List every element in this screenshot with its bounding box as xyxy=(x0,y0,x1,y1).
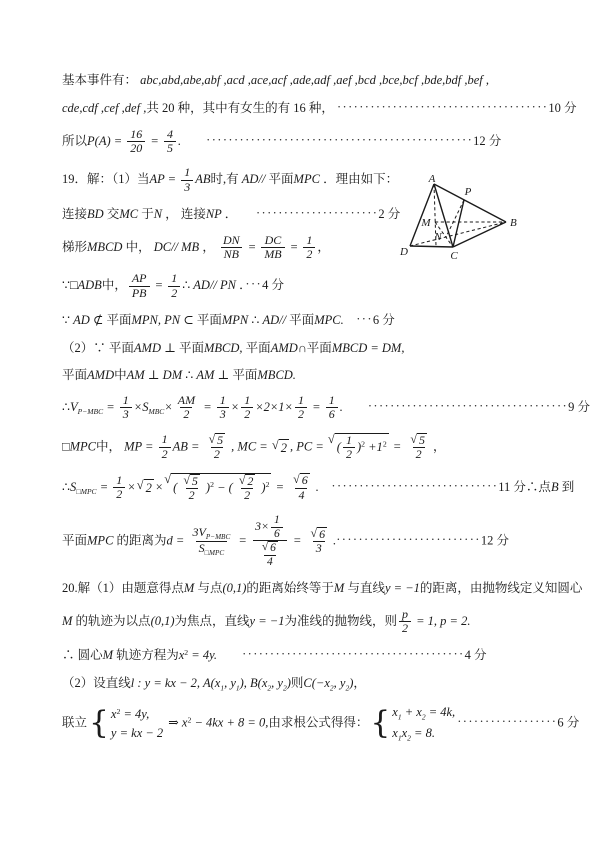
edge-PC xyxy=(453,200,464,247)
dot-leader: ···································· xyxy=(367,398,569,413)
radical: √ 2 xyxy=(136,478,152,496)
fraction: $\frac{1}{2}$ xyxy=(159,433,171,461)
vertex-label-D: D xyxy=(400,246,408,258)
line-probability: 所以P(A) = $\frac{16}{20}$ = $\frac{4}{5}$ . ················································12 分 xyxy=(62,126,502,155)
fraction: √ 6 4 xyxy=(293,472,308,502)
fraction: $\frac{1}{6}$ xyxy=(326,394,338,422)
vertex-label-C: C xyxy=(450,250,458,262)
line-19-mpc-sides: □MPC中， MP = $\frac{1}{2}$ AB = √ 5 2 , MC = √ 2 , PC = √ ( $\frac{1}{2}$ )$^2 +1^2$ = √ 5 2 ， xyxy=(62,431,446,462)
fraction: $\frac{1}{6}$ xyxy=(271,514,283,541)
fraction: √ 5 2 xyxy=(183,472,198,503)
fraction: $\frac{DN}{NB}$ xyxy=(220,234,243,262)
line-19-connect: 连接BD 交MC 于N ， 连接NP ． ······················2 分 xyxy=(62,206,401,222)
geometry-diagram xyxy=(396,172,548,270)
radical: √ 6 xyxy=(310,526,326,542)
fraction: $\frac{1}{2}$ xyxy=(241,394,253,422)
dot-leader: ······················ xyxy=(255,206,379,221)
radical: √ ( $\frac{1}{2}$ )$^2 +1^2$ xyxy=(327,431,387,462)
edge-PN-dashed xyxy=(446,200,464,237)
pyramid-figure xyxy=(396,172,548,270)
fraction: $\frac{1}{2}$ xyxy=(343,434,355,462)
fraction: √ 2 2 xyxy=(238,472,254,503)
vertex-label-M: M xyxy=(421,217,431,229)
line-19-volume: $\therefore V_{P-MBC}$ = $\frac{1}{3}$ $\times S_{MBC}\times$ $\frac{AM}{2}$ = $\frac{1}{3}$ × $\frac{1}{2}$ ×2×1× $\frac{1}{2}$ = $\frac{1}{6}$ . ····································9 分 xyxy=(62,393,590,422)
dot-leader: ·························· xyxy=(336,532,481,547)
fraction: √ 5 2 xyxy=(208,431,224,462)
line-19-trapezoid: 梯形MBCD 中， DC// MB ， $\frac{DN}{NB}$ = $\frac{DC}{MB}$ = $\frac{1}{2}$ ， xyxy=(62,232,330,261)
vertex-label-P: P xyxy=(464,186,472,198)
radical: √ 5 xyxy=(208,431,224,447)
radical: √ 6 xyxy=(261,541,276,555)
edge-AD xyxy=(410,184,434,246)
line-20-equation: ∴ 圆心M 轨迹方程为$x^2 = 4y$. ········································4 分 xyxy=(62,647,487,663)
fraction: √ 5 2 xyxy=(410,431,425,462)
line-basic-events-1: 基本事件有： abc,abd,abe,abf ,acd ,ace,acf ,ade,adf ,aef ,bcd ,bce,bcf ,bde,bdf ,bef , xyxy=(62,73,489,87)
vertex-label-N: N xyxy=(434,231,442,243)
radical: √ 2 xyxy=(238,472,254,488)
fraction: $\frac{1}{2}$ xyxy=(303,234,315,262)
dot-leader: ················································ xyxy=(206,132,474,147)
fraction: $\frac{p}{2}$ xyxy=(399,608,411,636)
radical: √ 5 xyxy=(410,431,425,447)
line-20-line-l: （2）设直线l : y = kx − 2, $A(x_1$, $y_1$), $B(x_2$, $y_2$)则$C(-x_2$, $y_2$)， xyxy=(62,675,366,692)
edge-DC xyxy=(410,246,453,247)
fraction: $\frac{AM}{2}$ xyxy=(177,393,196,422)
fraction: $\frac{1}{2}$ xyxy=(295,394,307,422)
brace-system: { $x_1 + x_2 = 4k$, $x_1x_2 = 8$. xyxy=(370,704,456,743)
fraction: $\frac{1}{2}$ xyxy=(168,272,180,300)
fraction: $\frac{1}{2}$ xyxy=(113,474,125,502)
fraction: 3× $\frac{1}{6}$ √ 6 4 xyxy=(252,514,288,570)
dot-leader: ········································ xyxy=(242,647,465,662)
fraction: √ 6 3 xyxy=(310,526,326,556)
fraction: $\frac{AP}{PB}$ xyxy=(129,272,150,300)
fraction: $\frac{4}{5}$ xyxy=(164,128,176,156)
brace-system: { $x^2 = 4y$, y = kx − 2 xyxy=(89,705,164,742)
fraction: $\frac{1}{3}$ xyxy=(120,394,132,422)
dot-leader: ··· xyxy=(356,312,373,327)
fraction: $\frac{1}{3}$ xyxy=(217,394,229,422)
dot-leader: ······························ xyxy=(331,478,499,493)
vertex-label-B: B xyxy=(510,217,517,229)
vertex-label-A: A xyxy=(428,173,436,185)
radical: √ ( √ 5 2 )$^2$ − ( √ 2 2 )$^2$ xyxy=(164,471,270,503)
line-basic-events-2: cde,cdf ,cef ,def ,共 20 种，其中有女生的有 16 种， ······································10 分 xyxy=(62,100,577,116)
fraction: $\frac{DC}{MB}$ xyxy=(261,234,284,262)
fraction: $\frac{1}{3}$ xyxy=(181,166,193,194)
line-19-am-perp: 平面AMD中AM ⊥ DM ∴ AM ⊥ 平面MBCD. xyxy=(62,367,296,382)
line-20-locus: M 的轨迹为以点(0,1)为焦点，直线y = −1为准线的抛物线，则 $\frac{p}{2}$ = 1, p = 2. xyxy=(62,606,471,635)
line-19-intro: 19．解：（1）当AP = $\frac{1}{3}$ AB时,有 AD// 平面MPC ．理由如下： xyxy=(62,165,399,194)
dot-leader: ··· xyxy=(245,277,263,292)
radical: √ 6 xyxy=(293,472,308,488)
radical: √ 5 xyxy=(183,472,198,488)
fraction: √ 6 4 xyxy=(261,541,276,569)
line-20-intro: 20.解（1）由题意得点M 与点(0,1)的距离始终等于M 与直线y = −1的距离，由抛物线定义知圆心 xyxy=(62,581,583,596)
dot-leader: ······································ xyxy=(336,100,549,115)
dot-leader: ·················· xyxy=(457,714,558,729)
line-19-area: $\therefore S_{□MPC}$ = $\frac{1}{2}$ × √ 2 × √ ( √ 5 2 )$^2$ − ( √ 2 2 )$^2$ = √ 6 4 . ······························11 分∴点B 到 xyxy=(62,471,575,503)
line-19-parallel-plane: ∵ AD ⊄ 平面MPN, PN ⊂ 平面MPN ∴ AD// 平面MPC. ···6 分 xyxy=(62,312,395,328)
line-19-2-perp: （2）∵ 平面AMD ⊥ 平面MBCD, 平面AMD∩平面MBCD = DM, xyxy=(62,340,405,355)
line-19-adb: ∵□ADB中， $\frac{AP}{PB}$ = $\frac{1}{2}$ ∴ AD// PN ．···4 分 xyxy=(62,271,284,300)
radical: √ 2 xyxy=(271,437,287,455)
line-20-system: 联立 { $x^2 = 4y$, y = kx − 2 ⇒ $x^2 - 4kx + 8 = 0$,由求根公式得得： { $x_1 + x_2 = 4k$, $x_1x_2 = 8$. ··················6 分 xyxy=(62,704,580,743)
line-19-distance: 平面MPC 的距离为d = $\frac{3V_{P-MBC}}{S_{□MPC}}$ = 3× $\frac{1}{6}$ √ 6 4 = √ 6 3 .··························12 分 xyxy=(62,513,509,569)
edge-CB xyxy=(453,222,506,247)
fraction: $\frac{16}{20}$ xyxy=(127,128,145,156)
fraction: $\frac{3V_{P-MBC}}{S_{□MPC}}$ xyxy=(192,524,231,558)
